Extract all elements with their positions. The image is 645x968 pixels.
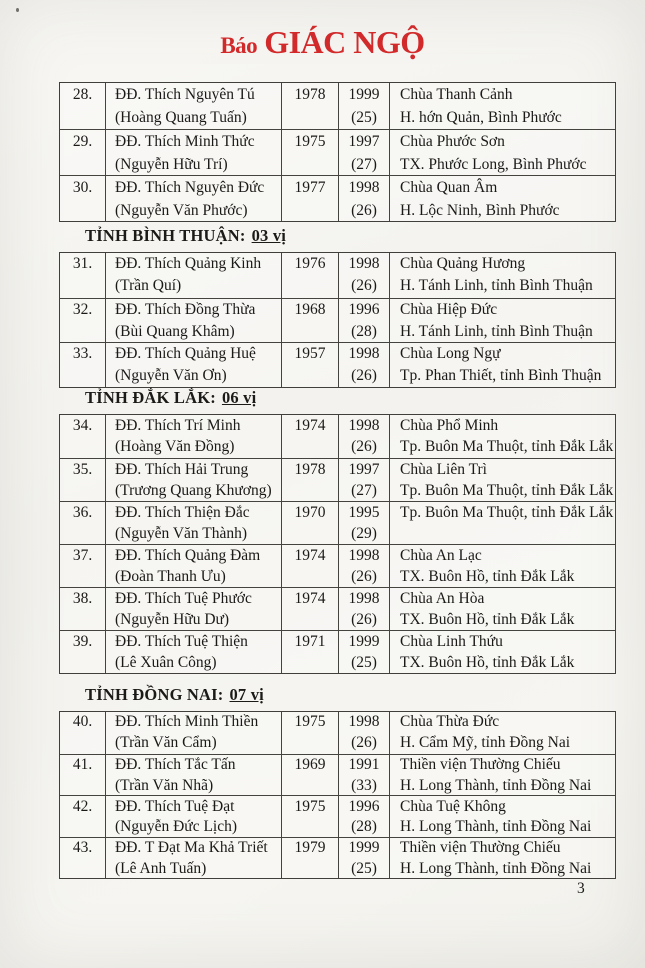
birth-year-cell: 1974 xyxy=(282,588,339,630)
row-number-cell: 39. xyxy=(60,631,106,673)
temple-cell: Chùa Phổ Minh Tp. Buôn Ma Thuột, tỉnh Đắk Lắk xyxy=(400,416,614,456)
table-row xyxy=(60,754,615,796)
birth-year-cell: 1968 xyxy=(282,299,339,343)
masthead xyxy=(0,24,645,61)
name-cell: ĐĐ. Thích Nguyên Đức (Nguyễn Văn Phước) xyxy=(106,176,282,221)
birth-year-cell: 1976 xyxy=(282,253,339,298)
table-row xyxy=(60,83,615,129)
temple-cell: Chùa An Lạc TX. Buôn Hồ, tỉnh Đắk Lắk xyxy=(400,546,575,586)
temple-cell: Chùa Quan Âm H. Lộc Ninh, Bình Phước xyxy=(400,178,560,219)
row-number-cell: 32. xyxy=(60,299,106,343)
table-row xyxy=(60,342,615,387)
table-row xyxy=(60,837,615,879)
section-heading-label: TỈNH ĐẮK LẮK: xyxy=(85,388,216,407)
temple-cell: Chùa An Hòa TX. Buôn Hồ, tỉnh Đắk Lắk xyxy=(400,589,575,629)
temple-cell: Thiền viện Thường Chiếu H. Long Thành, tỉnh Đồng Nai xyxy=(400,839,592,877)
temple-cell: Chùa Tuệ Không H. Long Thành, tỉnh Đồng Nai xyxy=(400,797,592,836)
row-number-cell: 30. xyxy=(60,176,106,221)
birth-year-cell: 1975 xyxy=(282,796,339,837)
name-cell: ĐĐ. Thích Quảng Huệ (Nguyễn Văn Ơn) xyxy=(106,343,282,387)
section-heading-label: TỈNH ĐỒNG NAI: xyxy=(85,685,224,704)
name-cell: ĐĐ. Thích Đồng Thừa (Bùi Quang Khâm) xyxy=(106,299,282,343)
ordination-year-cell: 1998 (26) xyxy=(339,712,390,754)
section-heading xyxy=(85,685,617,705)
table-row xyxy=(60,129,615,175)
table-row xyxy=(60,712,615,754)
table-row xyxy=(60,587,615,630)
row-number-cell: 36. xyxy=(60,502,106,544)
birth-year-cell: 1974 xyxy=(282,545,339,587)
section-heading-count: 06 vị xyxy=(221,388,257,407)
table-row xyxy=(60,458,615,501)
row-number-cell: 43. xyxy=(60,838,106,879)
ordination-year-cell: 1995 (29) xyxy=(339,502,390,544)
row-number-cell: 29. xyxy=(60,130,106,175)
name-cell: ĐĐ. Thích Quảng Đàm (Đoàn Thanh Ưu) xyxy=(106,545,282,587)
temple-cell: Chùa Phước Sơn TX. Phước Long, Bình Phước xyxy=(400,132,587,173)
page-number: 3 xyxy=(577,880,585,897)
name-cell: ĐĐ. T Đạt Ma Khả Triết (Lê Anh Tuấn) xyxy=(106,838,282,879)
name-cell: ĐĐ. Thích Thiện Đắc (Nguyễn Văn Thành) xyxy=(106,502,282,544)
birth-year-cell: 1979 xyxy=(282,838,339,879)
ordination-year-cell: 1998 (26) xyxy=(339,253,390,298)
ordination-year-cell: 1996 (28) xyxy=(339,299,390,343)
birth-year-cell: 1978 xyxy=(282,459,339,501)
province-section xyxy=(59,388,617,674)
ordination-year-cell: 1996 (28) xyxy=(339,796,390,837)
row-number-cell: 35. xyxy=(60,459,106,501)
masthead-prefix: Báo xyxy=(220,33,258,58)
temple-cell: Chùa Linh Thứu TX. Buôn Hồ, tỉnh Đắk Lắk xyxy=(400,632,575,672)
table-row xyxy=(60,795,615,837)
temple-cell: Chùa Thanh Cảnh H. hớn Quản, Bình Phước xyxy=(400,85,562,126)
birth-year-cell: 1957 xyxy=(282,343,339,387)
row-number-cell: 38. xyxy=(60,588,106,630)
temple-cell: Tp. Buôn Ma Thuột, tỉnh Đắk Lắk xyxy=(400,503,614,521)
row-number-cell: 31. xyxy=(60,253,106,298)
monks-table xyxy=(59,252,616,388)
monks-table xyxy=(59,414,616,674)
birth-year-cell: 1978 xyxy=(282,83,339,129)
name-cell: ĐĐ. Thích Minh Thức (Nguyễn Hữu Trí) xyxy=(106,130,282,175)
ordination-year-cell: 1999 (25) xyxy=(339,838,390,879)
name-cell: ĐĐ. Thích Nguyên Tú (Hoàng Quang Tuấn) xyxy=(106,83,282,129)
birth-year-cell: 1970 xyxy=(282,502,339,544)
section-heading-count: 03 vị xyxy=(251,226,287,245)
table-row xyxy=(60,175,615,221)
section-heading xyxy=(85,388,617,408)
table-row xyxy=(60,544,615,587)
ordination-year-cell: 1998 (26) xyxy=(339,415,390,458)
temple-cell: Chùa Thừa Đức H. Cẩm Mỹ, tỉnh Đồng Nai xyxy=(400,713,571,752)
scan-speck-artifact xyxy=(16,8,19,12)
table-row xyxy=(60,298,615,343)
monks-table xyxy=(59,82,616,222)
birth-year-cell: 1974 xyxy=(282,415,339,458)
temple-cell: Chùa Quảng Hương H. Tánh Linh, tỉnh Bình Thuận xyxy=(400,255,593,295)
table-row xyxy=(60,501,615,544)
province-section xyxy=(59,685,617,879)
ordination-year-cell: 1999 (25) xyxy=(339,83,390,129)
name-cell: ĐĐ. Thích Tuệ Phước (Nguyễn Hữu Dư) xyxy=(106,588,282,630)
name-cell: ĐĐ. Thích Trí Minh (Hoàng Văn Đồng) xyxy=(106,415,282,458)
section-heading xyxy=(85,226,617,246)
temple-cell: Chùa Long Ngự Tp. Phan Thiết, tỉnh Bình Thuận xyxy=(400,345,602,385)
name-cell: ĐĐ. Thích Hải Trung (Trương Quang Khương) xyxy=(106,459,282,501)
row-number-cell: 40. xyxy=(60,712,106,754)
ordination-year-cell: 1998 (26) xyxy=(339,545,390,587)
name-cell: ĐĐ. Thích Tuệ Thiện (Lê Xuân Công) xyxy=(106,631,282,673)
province-section xyxy=(59,226,617,388)
name-cell: ĐĐ. Thích Tắc Tấn (Trần Văn Nhã) xyxy=(106,755,282,796)
row-number-cell: 42. xyxy=(60,796,106,837)
province-section xyxy=(59,82,617,222)
row-number-cell: 33. xyxy=(60,343,106,387)
row-number-cell: 28. xyxy=(60,83,106,129)
temple-cell: Thiền viện Thường Chiếu H. Long Thành, tỉnh Đồng Nai xyxy=(400,755,592,794)
birth-year-cell: 1975 xyxy=(282,712,339,754)
ordination-year-cell: 1999 (25) xyxy=(339,631,390,673)
row-number-cell: 34. xyxy=(60,415,106,458)
table-row xyxy=(60,630,615,673)
monks-table xyxy=(59,711,616,879)
name-cell: ĐĐ. Thích Tuệ Đạt (Nguyễn Đức Lịch) xyxy=(106,796,282,837)
masthead-title: GIÁC NGỘ xyxy=(264,24,425,60)
temple-cell: Chùa Liên Trì Tp. Buôn Ma Thuột, tỉnh Đắk Lắk xyxy=(400,460,614,500)
birth-year-cell: 1971 xyxy=(282,631,339,673)
ordination-year-cell: 1998 (26) xyxy=(339,588,390,630)
section-heading-label: TỈNH BÌNH THUẬN: xyxy=(85,226,246,245)
row-number-cell: 41. xyxy=(60,755,106,796)
temple-cell: Chùa Hiệp Đức H. Tánh Linh, tỉnh Bình Thuận xyxy=(400,300,593,340)
birth-year-cell: 1969 xyxy=(282,755,339,796)
ordination-year-cell: 1998 (26) xyxy=(339,176,390,221)
section-heading-count: 07 vị xyxy=(229,685,264,704)
table-row xyxy=(60,253,615,298)
name-cell: ĐĐ. Thích Minh Thiền (Trần Văn Cẩm) xyxy=(106,712,282,754)
table-row xyxy=(60,415,615,458)
ordination-year-cell: 1991 (33) xyxy=(339,755,390,796)
ordination-year-cell: 1997 (27) xyxy=(339,130,390,175)
birth-year-cell: 1977 xyxy=(282,176,339,221)
name-cell: ĐĐ. Thích Quảng Kinh (Trần Quí) xyxy=(106,253,282,298)
ordination-year-cell: 1998 (26) xyxy=(339,343,390,387)
ordination-year-cell: 1997 (27) xyxy=(339,459,390,501)
birth-year-cell: 1975 xyxy=(282,130,339,175)
row-number-cell: 37. xyxy=(60,545,106,587)
